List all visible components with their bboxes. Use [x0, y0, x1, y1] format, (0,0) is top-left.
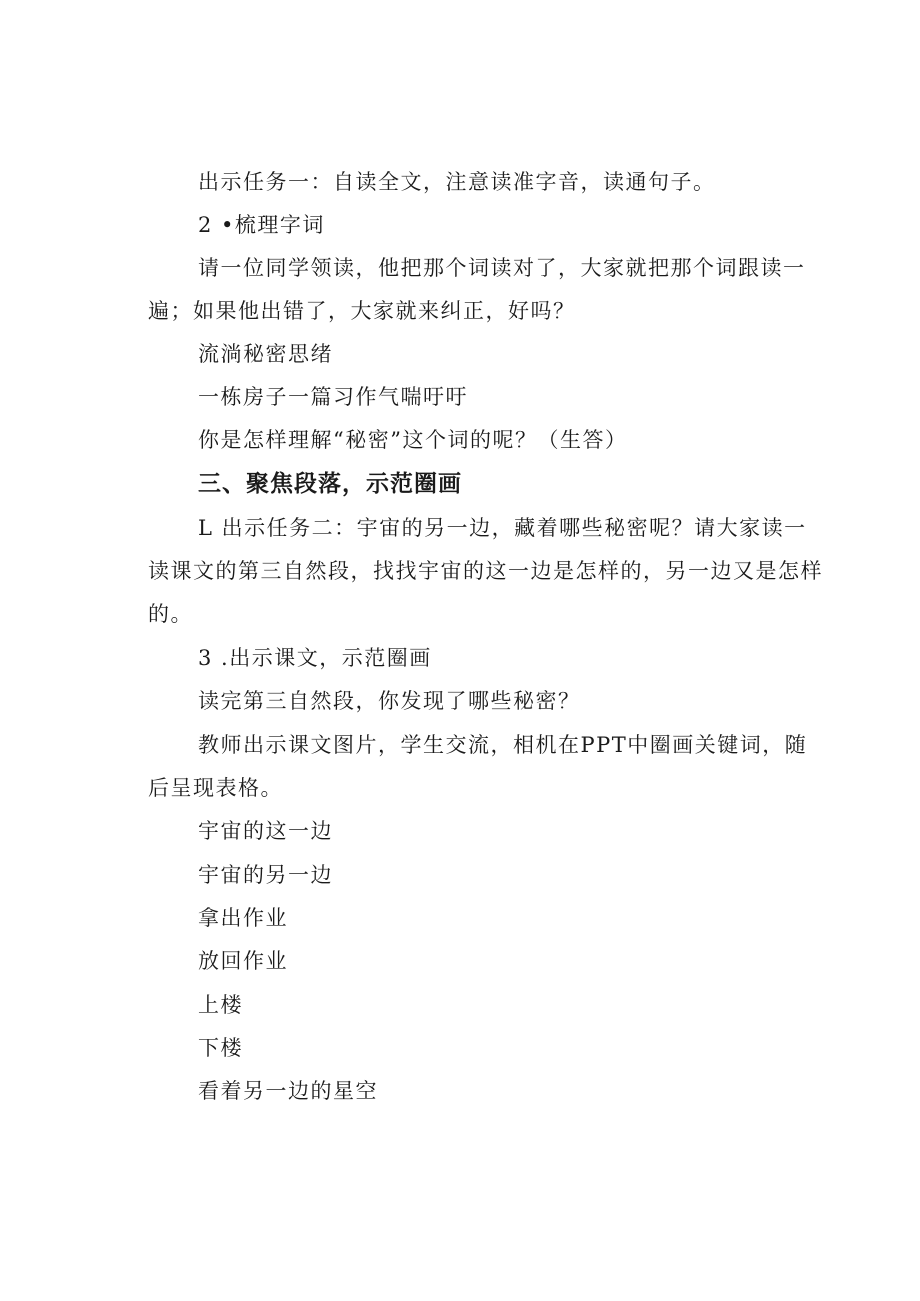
question-line: 你是怎样理解“秘密”这个词的呢？（生答）	[198, 428, 628, 452]
task-one-line: 出示任务一：自读全文，注意读准字音，读通句子。	[198, 170, 716, 194]
section-2-title: 2 •梳理字词	[198, 213, 325, 237]
table-item: 拿出作业	[198, 906, 288, 930]
table-item: 看着另一边的星空	[198, 1079, 378, 1103]
word-list-line: 一栋房子一篇习作气喘吁吁	[198, 385, 468, 409]
table-item: 上楼	[198, 993, 243, 1017]
paragraph-line: 教师出示课文图片，学生交流，相机在PPT中圈画关键词，随	[198, 733, 808, 757]
paragraph-line: 遍；如果他出错了，大家就来纠正，好吗？	[148, 299, 576, 323]
table-item: 宇宙的这一边	[198, 819, 333, 843]
table-item: 宇宙的另一边	[198, 863, 333, 887]
section-heading: 三、聚焦段落，示范圈画	[198, 471, 462, 497]
task-two-line: L 出示任务二：宇宙的另一边，藏着哪些秘密呢？请大家读一	[198, 516, 807, 540]
paragraph-line: 后呈现表格。	[148, 776, 283, 800]
question-line: 读完第三自然段，你发现了哪些秘密？	[198, 689, 581, 713]
paragraph-line: 的。	[148, 602, 193, 626]
table-item: 下楼	[198, 1036, 243, 1060]
word-list-line: 流淌秘密思绪	[198, 342, 333, 366]
paragraph-line: 请一位同学领读，他把那个词读对了，大家就把那个词跟读一	[198, 256, 806, 280]
section-3-title: 3 .出示课文，示范圈画	[198, 646, 432, 670]
paragraph-line: 读课文的第三自然段，找找宇宙的这一边是怎样的，另一边又是怎样	[148, 559, 823, 583]
table-item: 放回作业	[198, 949, 288, 973]
